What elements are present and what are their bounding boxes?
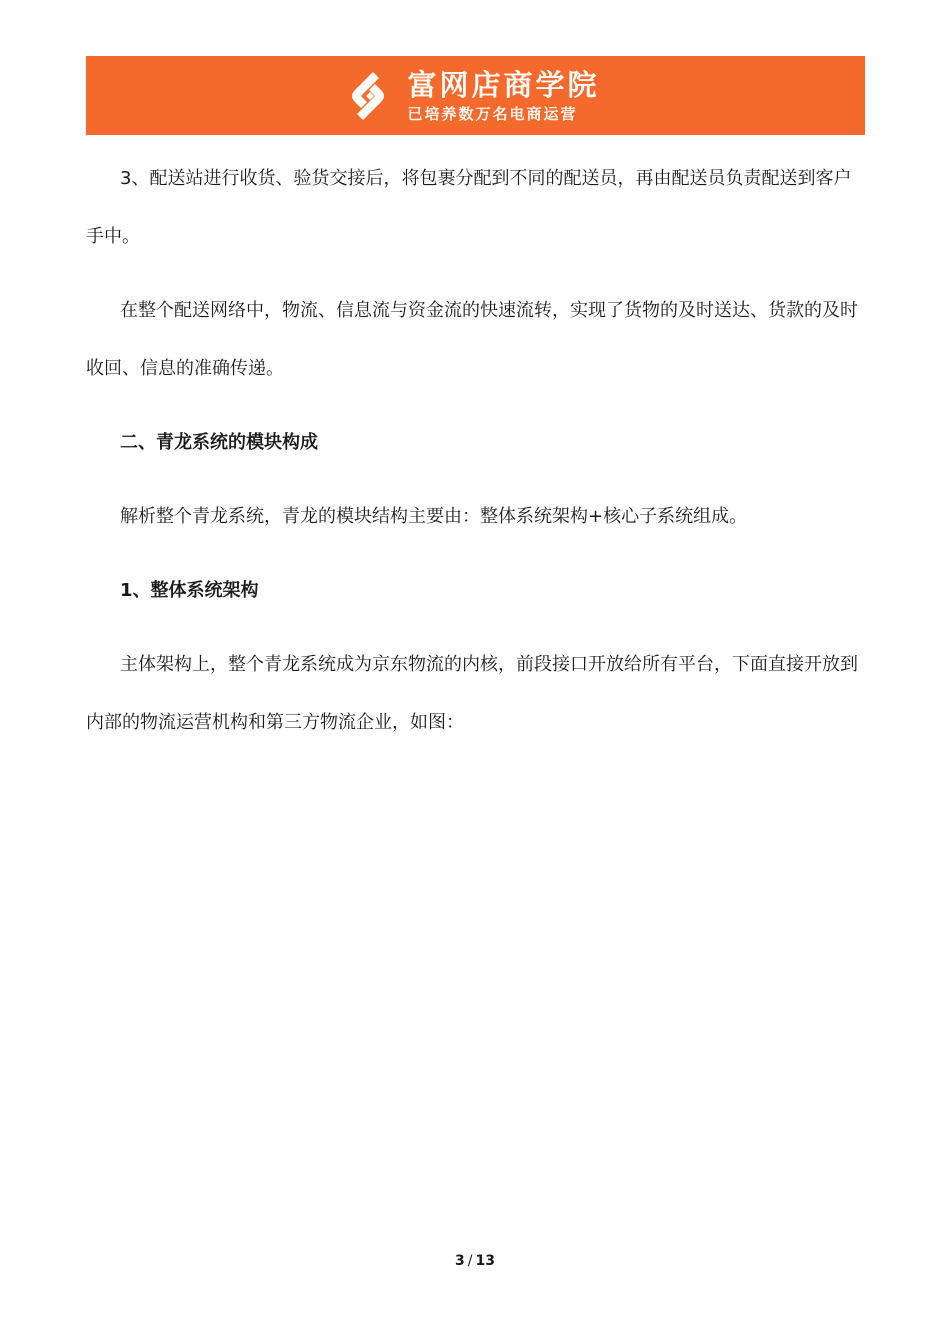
section-heading-modules: 二、青龙系统的模块构成 (120, 432, 318, 453)
brand-slogan: 已培养数万名电商运营 (407, 104, 578, 123)
paragraph-architecture: 主体架构上，整个青龙系统成为京东物流的内核，前段接口开放给所有平台，下面直接开放到内部的物流运营机构和第三方物流企业，如图： (86, 654, 858, 733)
current-page: 3 (455, 1253, 465, 1269)
subsection-heading-architecture: 1、整体系统架构 (120, 580, 259, 601)
document-body (86, 150, 865, 752)
total-pages: 13 (475, 1253, 495, 1269)
paragraph-module-structure: 解析整个青龙系统，青龙的模块结构主要由：整体系统架构+核心子系统组成。 (120, 506, 748, 527)
paragraph-delivery-station: 3、配送站进行收货、验货交接后，将包裹分配到不同的配送员，再由配送员负责配送到客户手中。 (86, 168, 852, 247)
brand-lockup (343, 68, 599, 124)
brand-logo-icon (343, 68, 393, 124)
brand-text (407, 68, 599, 124)
header-banner (86, 56, 865, 135)
brand-name: 富网店商学院 (407, 67, 600, 102)
page-number (0, 1253, 950, 1269)
paragraph-delivery-network: 在整个配送网络中，物流、信息流与资金流的快速流转，实现了货物的及时送达、货款的及时收回、信息的准确传递。 (86, 300, 858, 379)
page-separator: / (467, 1253, 473, 1269)
